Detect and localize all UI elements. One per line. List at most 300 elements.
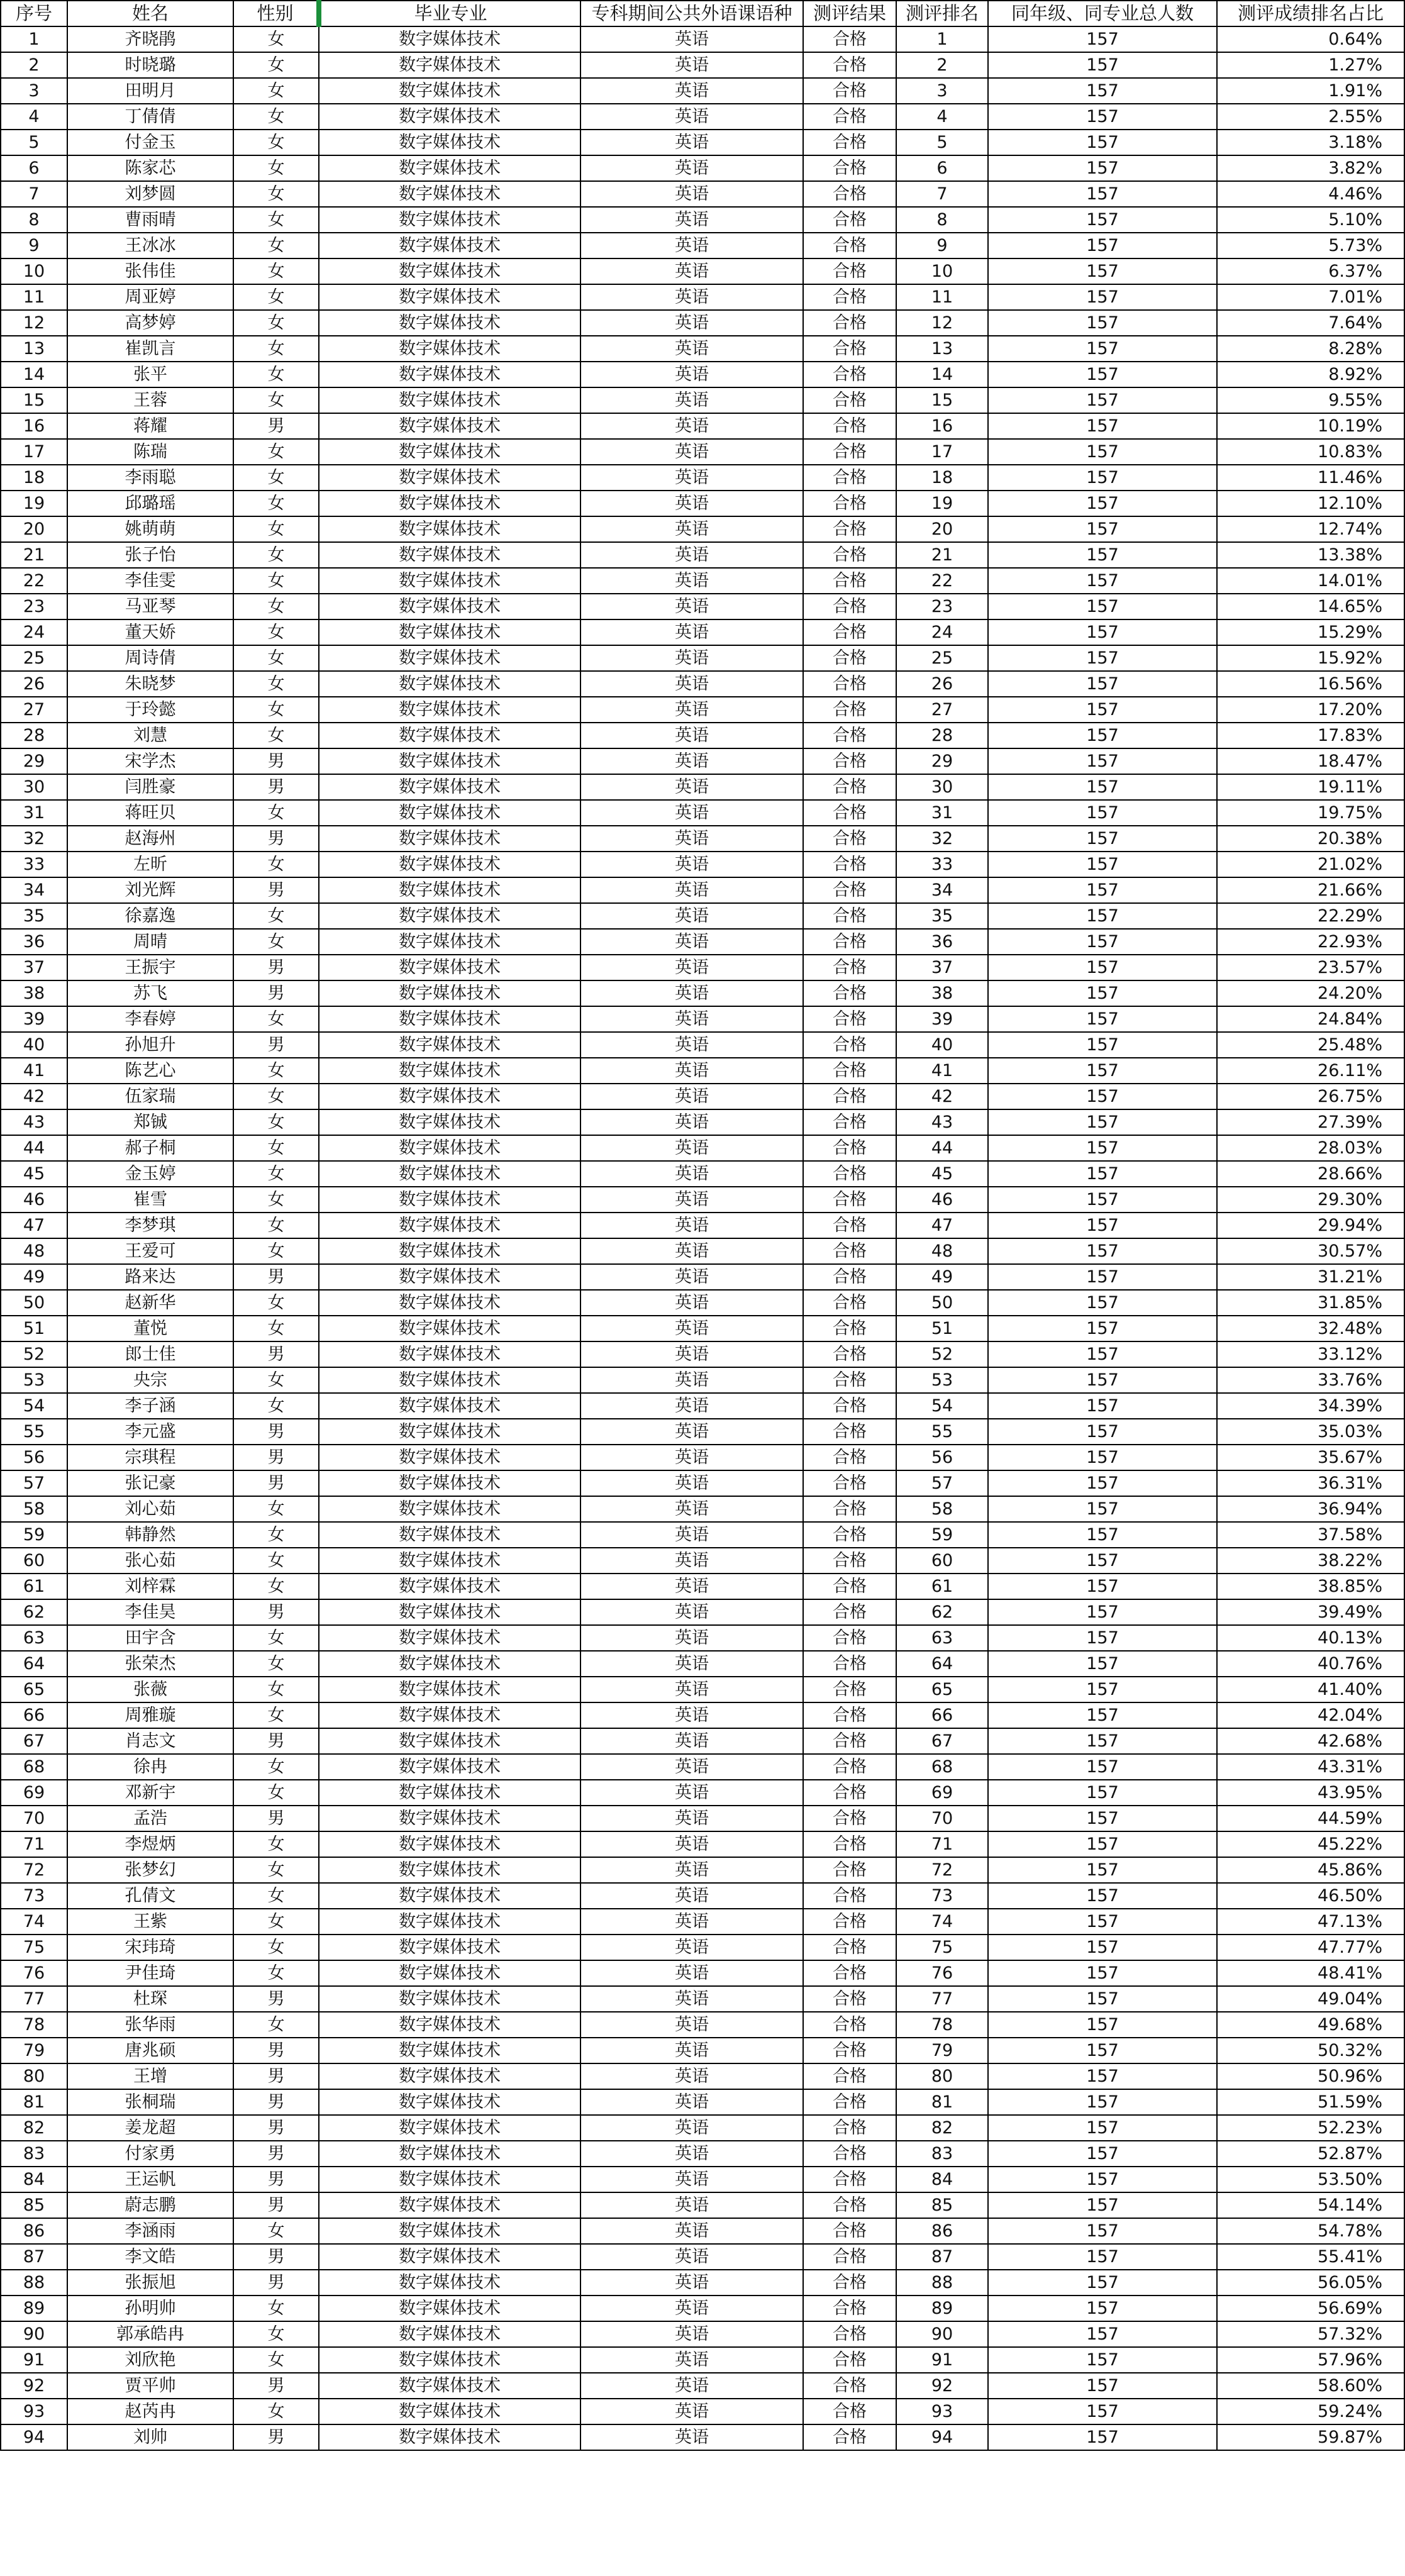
- cell-major[interactable]: 数字媒体技术: [319, 774, 580, 800]
- cell-result[interactable]: 合格: [803, 1702, 896, 1728]
- cell-language[interactable]: 英语: [580, 980, 803, 1006]
- cell-name[interactable]: 苏飞: [67, 980, 233, 1006]
- cell-name[interactable]: 王增: [67, 2063, 233, 2089]
- cell-language[interactable]: 英语: [580, 1316, 803, 1341]
- cell-language[interactable]: 英语: [580, 1470, 803, 1496]
- cell-index[interactable]: 4: [1, 104, 67, 130]
- cell-total[interactable]: 157: [988, 233, 1217, 258]
- cell-language[interactable]: 英语: [580, 1702, 803, 1728]
- cell-major[interactable]: 数字媒体技术: [319, 1006, 580, 1032]
- cell-ratio[interactable]: 51.59%: [1217, 2089, 1404, 2115]
- header-cell-index[interactable]: 序号: [1, 1, 67, 26]
- cell-index[interactable]: 2: [1, 52, 67, 78]
- cell-index[interactable]: 26: [1, 671, 67, 697]
- cell-index[interactable]: 77: [1, 1986, 67, 2012]
- cell-major[interactable]: 数字媒体技术: [319, 207, 580, 233]
- cell-ratio[interactable]: 16.56%: [1217, 671, 1404, 697]
- cell-name[interactable]: 朱晓梦: [67, 671, 233, 697]
- cell-gender[interactable]: 女: [233, 130, 319, 155]
- cell-name[interactable]: 蒋耀: [67, 413, 233, 439]
- cell-rank[interactable]: 25: [896, 645, 988, 671]
- cell-total[interactable]: 157: [988, 310, 1217, 336]
- cell-rank[interactable]: 28: [896, 723, 988, 748]
- cell-index[interactable]: 80: [1, 2063, 67, 2089]
- cell-gender[interactable]: 男: [233, 2192, 319, 2218]
- cell-total[interactable]: 157: [988, 258, 1217, 284]
- cell-language[interactable]: 英语: [580, 2244, 803, 2270]
- cell-total[interactable]: 157: [988, 516, 1217, 542]
- cell-major[interactable]: 数字媒体技术: [319, 2012, 580, 2038]
- cell-name[interactable]: 付金玉: [67, 130, 233, 155]
- cell-rank[interactable]: 59: [896, 1522, 988, 1548]
- cell-language[interactable]: 英语: [580, 181, 803, 207]
- cell-total[interactable]: 157: [988, 387, 1217, 413]
- cell-ratio[interactable]: 5.10%: [1217, 207, 1404, 233]
- cell-ratio[interactable]: 29.94%: [1217, 1213, 1404, 1238]
- cell-gender[interactable]: 女: [233, 1857, 319, 1883]
- cell-ratio[interactable]: 37.58%: [1217, 1522, 1404, 1548]
- cell-total[interactable]: 157: [988, 439, 1217, 465]
- cell-total[interactable]: 157: [988, 1006, 1217, 1032]
- cell-major[interactable]: 数字媒体技术: [319, 284, 580, 310]
- cell-total[interactable]: 157: [988, 2167, 1217, 2192]
- cell-ratio[interactable]: 15.92%: [1217, 645, 1404, 671]
- cell-total[interactable]: 157: [988, 1522, 1217, 1548]
- cell-total[interactable]: 157: [988, 2012, 1217, 2038]
- cell-language[interactable]: 英语: [580, 955, 803, 980]
- cell-total[interactable]: 157: [988, 1960, 1217, 1986]
- cell-rank[interactable]: 31: [896, 800, 988, 826]
- cell-total[interactable]: 157: [988, 155, 1217, 181]
- cell-total[interactable]: 157: [988, 1032, 1217, 1058]
- cell-major[interactable]: 数字媒体技术: [319, 1496, 580, 1522]
- cell-rank[interactable]: 93: [896, 2399, 988, 2424]
- cell-total[interactable]: 157: [988, 1599, 1217, 1625]
- cell-language[interactable]: 英语: [580, 1341, 803, 1367]
- cell-gender[interactable]: 女: [233, 1935, 319, 1960]
- cell-major[interactable]: 数字媒体技术: [319, 1264, 580, 1290]
- cell-result[interactable]: 合格: [803, 1213, 896, 1238]
- cell-name[interactable]: 李涵雨: [67, 2218, 233, 2244]
- cell-result[interactable]: 合格: [803, 2321, 896, 2347]
- cell-gender[interactable]: 女: [233, 671, 319, 697]
- cell-result[interactable]: 合格: [803, 1032, 896, 1058]
- cell-name[interactable]: 周诗倩: [67, 645, 233, 671]
- cell-result[interactable]: 合格: [803, 2089, 896, 2115]
- cell-index[interactable]: 59: [1, 1522, 67, 1548]
- cell-rank[interactable]: 9: [896, 233, 988, 258]
- cell-index[interactable]: 32: [1, 826, 67, 852]
- cell-language[interactable]: 英语: [580, 1032, 803, 1058]
- cell-result[interactable]: 合格: [803, 1986, 896, 2012]
- cell-language[interactable]: 英语: [580, 1161, 803, 1187]
- cell-gender[interactable]: 男: [233, 2063, 319, 2089]
- cell-major[interactable]: 数字媒体技术: [319, 1367, 580, 1393]
- cell-index[interactable]: 9: [1, 233, 67, 258]
- cell-index[interactable]: 55: [1, 1419, 67, 1445]
- cell-language[interactable]: 英语: [580, 1084, 803, 1109]
- cell-name[interactable]: 路来达: [67, 1264, 233, 1290]
- cell-major[interactable]: 数字媒体技术: [319, 1883, 580, 1909]
- cell-name[interactable]: 张薇: [67, 1677, 233, 1702]
- cell-ratio[interactable]: 27.39%: [1217, 1109, 1404, 1135]
- cell-rank[interactable]: 49: [896, 1264, 988, 1290]
- cell-result[interactable]: 合格: [803, 877, 896, 903]
- cell-index[interactable]: 44: [1, 1135, 67, 1161]
- cell-language[interactable]: 英语: [580, 542, 803, 568]
- cell-result[interactable]: 合格: [803, 1574, 896, 1599]
- cell-gender[interactable]: 男: [233, 2373, 319, 2399]
- cell-index[interactable]: 58: [1, 1496, 67, 1522]
- cell-gender[interactable]: 男: [233, 2167, 319, 2192]
- cell-ratio[interactable]: 59.24%: [1217, 2399, 1404, 2424]
- cell-language[interactable]: 英语: [580, 1883, 803, 1909]
- cell-major[interactable]: 数字媒体技术: [319, 2167, 580, 2192]
- cell-result[interactable]: 合格: [803, 1754, 896, 1780]
- cell-rank[interactable]: 79: [896, 2038, 988, 2063]
- cell-index[interactable]: 25: [1, 645, 67, 671]
- cell-ratio[interactable]: 12.10%: [1217, 491, 1404, 516]
- cell-language[interactable]: 英语: [580, 2218, 803, 2244]
- cell-total[interactable]: 157: [988, 52, 1217, 78]
- cell-name[interactable]: 张伟佳: [67, 258, 233, 284]
- cell-language[interactable]: 英语: [580, 1574, 803, 1599]
- cell-ratio[interactable]: 22.93%: [1217, 929, 1404, 955]
- cell-index[interactable]: 64: [1, 1651, 67, 1677]
- cell-index[interactable]: 76: [1, 1960, 67, 1986]
- cell-index[interactable]: 1: [1, 26, 67, 52]
- cell-total[interactable]: 157: [988, 1135, 1217, 1161]
- cell-major[interactable]: 数字媒体技术: [319, 723, 580, 748]
- cell-total[interactable]: 157: [988, 1393, 1217, 1419]
- cell-rank[interactable]: 39: [896, 1006, 988, 1032]
- cell-index[interactable]: 24: [1, 619, 67, 645]
- cell-name[interactable]: 张桐瑞: [67, 2089, 233, 2115]
- cell-result[interactable]: 合格: [803, 1264, 896, 1290]
- cell-gender[interactable]: 女: [233, 1522, 319, 1548]
- cell-major[interactable]: 数字媒体技术: [319, 491, 580, 516]
- cell-major[interactable]: 数字媒体技术: [319, 2063, 580, 2089]
- cell-rank[interactable]: 83: [896, 2141, 988, 2167]
- cell-name[interactable]: 张振旭: [67, 2270, 233, 2296]
- cell-result[interactable]: 合格: [803, 1393, 896, 1419]
- cell-index[interactable]: 50: [1, 1290, 67, 1316]
- cell-gender[interactable]: 女: [233, 258, 319, 284]
- cell-total[interactable]: 157: [988, 1651, 1217, 1677]
- cell-index[interactable]: 62: [1, 1599, 67, 1625]
- cell-gender[interactable]: 女: [233, 645, 319, 671]
- cell-major[interactable]: 数字媒体技术: [319, 1084, 580, 1109]
- cell-index[interactable]: 28: [1, 723, 67, 748]
- cell-language[interactable]: 英语: [580, 903, 803, 929]
- cell-rank[interactable]: 42: [896, 1084, 988, 1109]
- cell-name[interactable]: 刘帅: [67, 2424, 233, 2450]
- cell-result[interactable]: 合格: [803, 284, 896, 310]
- cell-index[interactable]: 45: [1, 1161, 67, 1187]
- cell-ratio[interactable]: 31.85%: [1217, 1290, 1404, 1316]
- cell-index[interactable]: 79: [1, 2038, 67, 2063]
- cell-name[interactable]: 刘慧: [67, 723, 233, 748]
- cell-major[interactable]: 数字媒体技术: [319, 1522, 580, 1548]
- cell-index[interactable]: 82: [1, 2115, 67, 2141]
- cell-gender[interactable]: 女: [233, 1574, 319, 1599]
- cell-name[interactable]: 尹佳琦: [67, 1960, 233, 1986]
- cell-language[interactable]: 英语: [580, 465, 803, 491]
- cell-name[interactable]: 李元盛: [67, 1419, 233, 1445]
- cell-name[interactable]: 刘梦圆: [67, 181, 233, 207]
- cell-gender[interactable]: 女: [233, 723, 319, 748]
- cell-rank[interactable]: 24: [896, 619, 988, 645]
- cell-major[interactable]: 数字媒体技术: [319, 1213, 580, 1238]
- cell-ratio[interactable]: 35.67%: [1217, 1445, 1404, 1470]
- cell-result[interactable]: 合格: [803, 1419, 896, 1445]
- cell-total[interactable]: 157: [988, 800, 1217, 826]
- cell-total[interactable]: 157: [988, 955, 1217, 980]
- cell-major[interactable]: 数字媒体技术: [319, 1754, 580, 1780]
- cell-total[interactable]: 157: [988, 2141, 1217, 2167]
- cell-language[interactable]: 英语: [580, 2089, 803, 2115]
- cell-result[interactable]: 合格: [803, 929, 896, 955]
- cell-gender[interactable]: 女: [233, 26, 319, 52]
- cell-name[interactable]: 刘心茹: [67, 1496, 233, 1522]
- cell-ratio[interactable]: 33.12%: [1217, 1341, 1404, 1367]
- cell-name[interactable]: 肖志文: [67, 1728, 233, 1754]
- cell-name[interactable]: 崔雪: [67, 1187, 233, 1213]
- cell-ratio[interactable]: 24.20%: [1217, 980, 1404, 1006]
- cell-rank[interactable]: 44: [896, 1135, 988, 1161]
- cell-index[interactable]: 75: [1, 1935, 67, 1960]
- cell-total[interactable]: 157: [988, 671, 1217, 697]
- cell-ratio[interactable]: 29.30%: [1217, 1187, 1404, 1213]
- cell-language[interactable]: 英语: [580, 1290, 803, 1316]
- cell-rank[interactable]: 73: [896, 1883, 988, 1909]
- cell-total[interactable]: 157: [988, 78, 1217, 104]
- cell-total[interactable]: 157: [988, 104, 1217, 130]
- cell-language[interactable]: 英语: [580, 929, 803, 955]
- cell-rank[interactable]: 76: [896, 1960, 988, 1986]
- cell-index[interactable]: 23: [1, 594, 67, 619]
- cell-major[interactable]: 数字媒体技术: [319, 1290, 580, 1316]
- cell-gender[interactable]: 女: [233, 619, 319, 645]
- cell-ratio[interactable]: 5.73%: [1217, 233, 1404, 258]
- cell-rank[interactable]: 33: [896, 852, 988, 877]
- cell-language[interactable]: 英语: [580, 284, 803, 310]
- cell-language[interactable]: 英语: [580, 207, 803, 233]
- cell-total[interactable]: 157: [988, 619, 1217, 645]
- cell-index[interactable]: 90: [1, 2321, 67, 2347]
- cell-result[interactable]: 合格: [803, 1806, 896, 1831]
- cell-gender[interactable]: 女: [233, 310, 319, 336]
- cell-rank[interactable]: 32: [896, 826, 988, 852]
- cell-name[interactable]: 赵海州: [67, 826, 233, 852]
- cell-gender[interactable]: 女: [233, 207, 319, 233]
- cell-result[interactable]: 合格: [803, 1367, 896, 1393]
- cell-gender[interactable]: 女: [233, 1290, 319, 1316]
- cell-index[interactable]: 73: [1, 1883, 67, 1909]
- cell-name[interactable]: 孔倩文: [67, 1883, 233, 1909]
- cell-result[interactable]: 合格: [803, 2424, 896, 2450]
- cell-total[interactable]: 157: [988, 1831, 1217, 1857]
- cell-total[interactable]: 157: [988, 2424, 1217, 2450]
- cell-language[interactable]: 英语: [580, 1935, 803, 1960]
- cell-language[interactable]: 英语: [580, 387, 803, 413]
- cell-gender[interactable]: 男: [233, 1806, 319, 1831]
- cell-total[interactable]: 157: [988, 774, 1217, 800]
- cell-index[interactable]: 86: [1, 2218, 67, 2244]
- cell-total[interactable]: 157: [988, 1909, 1217, 1935]
- cell-rank[interactable]: 3: [896, 78, 988, 104]
- cell-language[interactable]: 英语: [580, 2012, 803, 2038]
- cell-result[interactable]: 合格: [803, 903, 896, 929]
- cell-gender[interactable]: 男: [233, 1445, 319, 1470]
- cell-ratio[interactable]: 3.82%: [1217, 155, 1404, 181]
- cell-rank[interactable]: 70: [896, 1806, 988, 1831]
- cell-language[interactable]: 英语: [580, 1496, 803, 1522]
- cell-rank[interactable]: 50: [896, 1290, 988, 1316]
- cell-total[interactable]: 157: [988, 877, 1217, 903]
- cell-name[interactable]: 李佳雯: [67, 568, 233, 594]
- cell-name[interactable]: 李煜炳: [67, 1831, 233, 1857]
- cell-ratio[interactable]: 52.23%: [1217, 2115, 1404, 2141]
- cell-name[interactable]: 孙明帅: [67, 2296, 233, 2321]
- cell-major[interactable]: 数字媒体技术: [319, 980, 580, 1006]
- cell-gender[interactable]: 女: [233, 1702, 319, 1728]
- cell-language[interactable]: 英语: [580, 877, 803, 903]
- cell-language[interactable]: 英语: [580, 1187, 803, 1213]
- cell-ratio[interactable]: 24.84%: [1217, 1006, 1404, 1032]
- cell-index[interactable]: 40: [1, 1032, 67, 1058]
- cell-ratio[interactable]: 2.55%: [1217, 104, 1404, 130]
- cell-ratio[interactable]: 45.22%: [1217, 1831, 1404, 1857]
- cell-major[interactable]: 数字媒体技术: [319, 52, 580, 78]
- cell-ratio[interactable]: 31.21%: [1217, 1264, 1404, 1290]
- cell-gender[interactable]: 女: [233, 1135, 319, 1161]
- cell-ratio[interactable]: 25.48%: [1217, 1032, 1404, 1058]
- cell-rank[interactable]: 2: [896, 52, 988, 78]
- cell-language[interactable]: 英语: [580, 1909, 803, 1935]
- cell-rank[interactable]: 53: [896, 1367, 988, 1393]
- cell-name[interactable]: 周晴: [67, 929, 233, 955]
- cell-language[interactable]: 英语: [580, 2373, 803, 2399]
- cell-rank[interactable]: 71: [896, 1831, 988, 1857]
- cell-total[interactable]: 157: [988, 903, 1217, 929]
- cell-gender[interactable]: 女: [233, 284, 319, 310]
- cell-rank[interactable]: 84: [896, 2167, 988, 2192]
- cell-major[interactable]: 数字媒体技术: [319, 2321, 580, 2347]
- cell-index[interactable]: 13: [1, 336, 67, 362]
- cell-index[interactable]: 8: [1, 207, 67, 233]
- cell-gender[interactable]: 女: [233, 1831, 319, 1857]
- cell-major[interactable]: 数字媒体技术: [319, 1470, 580, 1496]
- cell-total[interactable]: 157: [988, 362, 1217, 387]
- cell-total[interactable]: 157: [988, 1728, 1217, 1754]
- cell-result[interactable]: 合格: [803, 52, 896, 78]
- cell-total[interactable]: 157: [988, 1986, 1217, 2012]
- cell-total[interactable]: 157: [988, 929, 1217, 955]
- cell-name[interactable]: 赵芮冉: [67, 2399, 233, 2424]
- cell-language[interactable]: 英语: [580, 258, 803, 284]
- cell-index[interactable]: 52: [1, 1341, 67, 1367]
- cell-gender[interactable]: 男: [233, 955, 319, 980]
- cell-name[interactable]: 陈家芯: [67, 155, 233, 181]
- cell-ratio[interactable]: 50.96%: [1217, 2063, 1404, 2089]
- cell-gender[interactable]: 女: [233, 465, 319, 491]
- cell-language[interactable]: 英语: [580, 697, 803, 723]
- cell-total[interactable]: 157: [988, 2218, 1217, 2244]
- cell-result[interactable]: 合格: [803, 1496, 896, 1522]
- cell-language[interactable]: 英语: [580, 310, 803, 336]
- cell-gender[interactable]: 女: [233, 387, 319, 413]
- cell-language[interactable]: 英语: [580, 491, 803, 516]
- cell-major[interactable]: 数字媒体技术: [319, 852, 580, 877]
- cell-rank[interactable]: 60: [896, 1548, 988, 1574]
- cell-major[interactable]: 数字媒体技术: [319, 362, 580, 387]
- cell-total[interactable]: 157: [988, 2270, 1217, 2296]
- cell-rank[interactable]: 15: [896, 387, 988, 413]
- cell-ratio[interactable]: 1.91%: [1217, 78, 1404, 104]
- cell-result[interactable]: 合格: [803, 1960, 896, 1986]
- cell-result[interactable]: 合格: [803, 516, 896, 542]
- cell-rank[interactable]: 52: [896, 1341, 988, 1367]
- cell-language[interactable]: 英语: [580, 130, 803, 155]
- cell-name[interactable]: 田宇含: [67, 1625, 233, 1651]
- cell-language[interactable]: 英语: [580, 645, 803, 671]
- cell-language[interactable]: 英语: [580, 671, 803, 697]
- cell-index[interactable]: 11: [1, 284, 67, 310]
- cell-major[interactable]: 数字媒体技术: [319, 233, 580, 258]
- cell-language[interactable]: 英语: [580, 1058, 803, 1084]
- cell-total[interactable]: 157: [988, 1857, 1217, 1883]
- cell-rank[interactable]: 34: [896, 877, 988, 903]
- cell-result[interactable]: 合格: [803, 1187, 896, 1213]
- cell-result[interactable]: 合格: [803, 1780, 896, 1806]
- cell-ratio[interactable]: 52.87%: [1217, 2141, 1404, 2167]
- cell-major[interactable]: 数字媒体技术: [319, 1651, 580, 1677]
- cell-index[interactable]: 17: [1, 439, 67, 465]
- cell-name[interactable]: 宗琪程: [67, 1445, 233, 1470]
- cell-language[interactable]: 英语: [580, 362, 803, 387]
- cell-language[interactable]: 英语: [580, 1238, 803, 1264]
- cell-result[interactable]: 合格: [803, 852, 896, 877]
- cell-major[interactable]: 数字媒体技术: [319, 336, 580, 362]
- cell-result[interactable]: 合格: [803, 78, 896, 104]
- cell-rank[interactable]: 55: [896, 1419, 988, 1445]
- cell-major[interactable]: 数字媒体技术: [319, 2192, 580, 2218]
- cell-result[interactable]: 合格: [803, 697, 896, 723]
- cell-rank[interactable]: 57: [896, 1470, 988, 1496]
- cell-gender[interactable]: 女: [233, 233, 319, 258]
- cell-name[interactable]: 李雨聪: [67, 465, 233, 491]
- cell-name[interactable]: 张子怡: [67, 542, 233, 568]
- cell-rank[interactable]: 78: [896, 2012, 988, 2038]
- cell-language[interactable]: 英语: [580, 1419, 803, 1445]
- cell-total[interactable]: 157: [988, 2089, 1217, 2115]
- cell-name[interactable]: 张华雨: [67, 2012, 233, 2038]
- cell-gender[interactable]: 女: [233, 1393, 319, 1419]
- cell-ratio[interactable]: 22.29%: [1217, 903, 1404, 929]
- cell-language[interactable]: 英语: [580, 1599, 803, 1625]
- cell-name[interactable]: 唐兆硕: [67, 2038, 233, 2063]
- cell-gender[interactable]: 女: [233, 1238, 319, 1264]
- cell-index[interactable]: 70: [1, 1806, 67, 1831]
- cell-gender[interactable]: 女: [233, 568, 319, 594]
- cell-ratio[interactable]: 43.31%: [1217, 1754, 1404, 1780]
- cell-gender[interactable]: 女: [233, 104, 319, 130]
- cell-total[interactable]: 157: [988, 2038, 1217, 2063]
- cell-result[interactable]: 合格: [803, 26, 896, 52]
- cell-ratio[interactable]: 53.50%: [1217, 2167, 1404, 2192]
- cell-language[interactable]: 英语: [580, 1831, 803, 1857]
